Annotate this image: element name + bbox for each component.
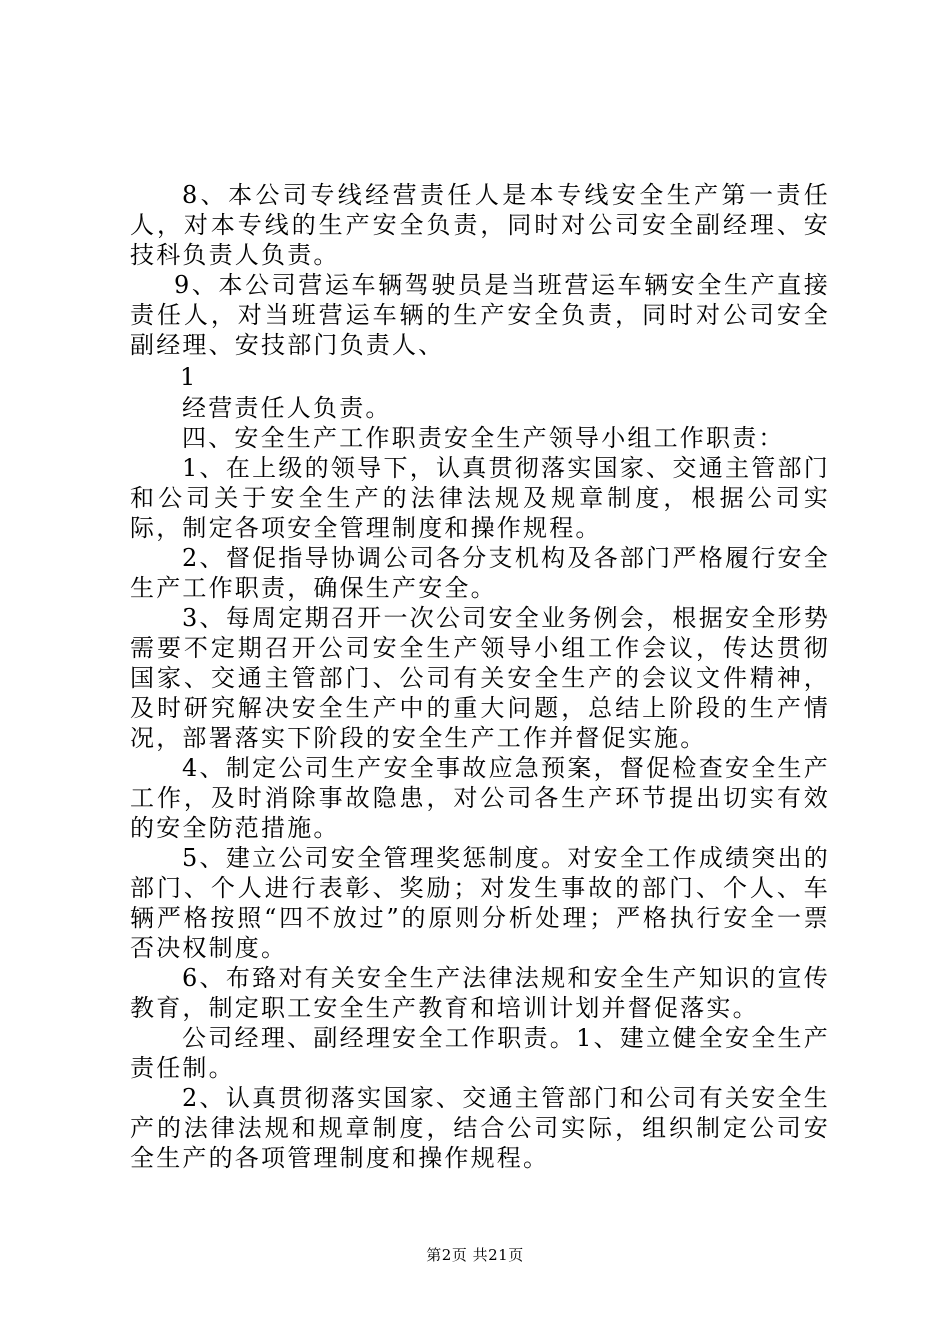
section-heading: 四、安全生产工作职责安全生产领导小组工作职责：: [182, 424, 785, 452]
paragraph-duty-4: 4、制定公司生产安全事故应急预案，督促检查安全生产工作，及时消除事故隐患，对公司各生产环节提出切实有效的安全防范措施。: [130, 754, 830, 842]
paragraph-duty-3: 3、每周定期召开一次公司安全业务例会，根据安全形势需要不定期召开公司安全生产领导小组工作会议，传达贯彻国家、交通主管部门、公司有关安全生产的会议文件精神，及时研究解决安全生产中的重大问题，总结上阶段的生产情况，部署落实下阶段的安全生产工作并督促实施。: [130, 604, 830, 752]
page-footer: 第2页 共21页: [426, 1246, 524, 1264]
paragraph-duty-1: 1、在上级的领导下，认真贯彻落实国家、交通主管部门和公司关于安全生产的法律法规及规章制度，根据公司实际，制定各项安全管理制度和操作规程。: [130, 454, 830, 542]
paragraph-item-9: 9、本公司营运车辆驾驶员是当班营运车辆安全生产直接责任人，对当班营运车辆的生产安全负责，同时对公司安全副经理、安技部门负责人、: [130, 271, 830, 359]
paragraph-duty-6: 6、布臵对有关安全生产法律法规和安全生产知识的宣传教育，制定职工安全生产教育和培训计划并督促落实。: [130, 964, 830, 1022]
paragraph-duty-5: 5、建立公司安全管理奖惩制度。对安全工作成绩突出的部门、个人进行表彰、奖励；对发生事故的部门、个人、车辆严格按照“四不放过”的原则分析处理；严格执行安全一票否决权制度。: [130, 844, 830, 962]
document-body: [130, 180, 830, 1173]
paragraph-item-8: 8、本公司专线经营责任人是本专线安全生产第一责任人，对本专线的生产安全负责，同时对公司安全副经理、安技科负责人负责。: [130, 181, 830, 269]
inline-page-number: 1: [180, 363, 198, 391]
paragraph-manager-duties: 公司经理、副经理安全工作职责。1、建立健全安全生产责任制。: [130, 1024, 830, 1082]
paragraph-manager-duty-2: 2、认真贯彻落实国家、交通主管部门和公司有关安全生产的法律法规和规章制度，结合公司实际，组织制定公司安全生产的各项管理制度和操作规程。: [130, 1084, 830, 1172]
paragraph-continuation: 经营责任人负责。: [182, 394, 392, 422]
paragraph-duty-2: 2、督促指导协调公司各分支机构及各部门严格履行安全生产工作职责，确保生产安全。: [130, 544, 830, 602]
